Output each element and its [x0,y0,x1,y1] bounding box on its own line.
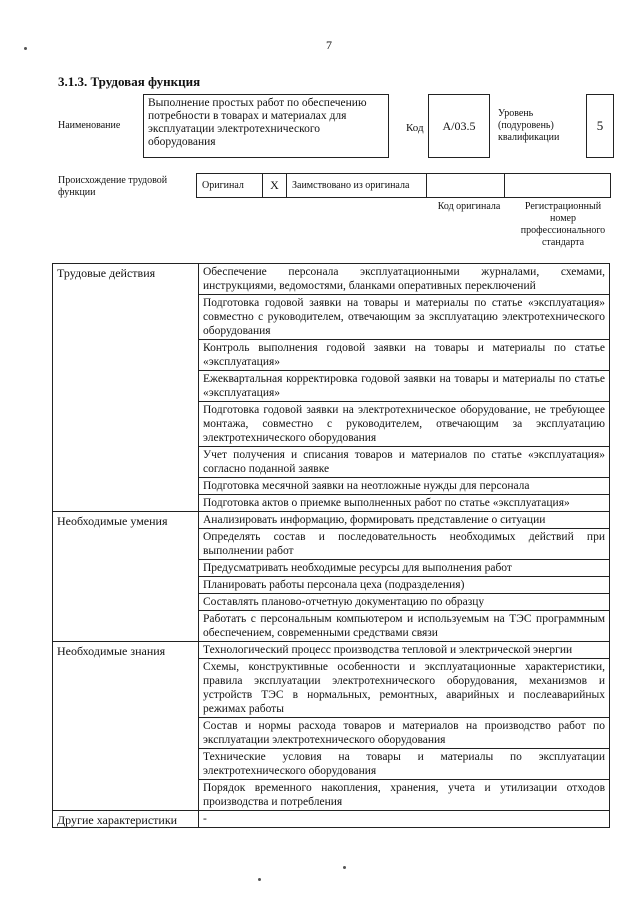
level-box [586,94,614,158]
original-label: Оригинал [197,174,263,198]
function-name-value: Выполнение простых работ по обеспечению потребности в товарах и материалах для эксплуатации электротехнического оборудования [148,97,367,148]
name-label: Наименование [58,120,121,131]
section-item-cell: Определять состав и последовательность необходимых действий при выполнении работ [199,529,610,560]
table-row [53,642,610,659]
section-title: 3.1.3. Трудовая функция [58,74,201,89]
section-item-cell: - [199,811,610,828]
section-item-cell: Подготовка актов о приемке выполненных работ по статье «эксплуатация» [199,495,610,512]
table-row [53,811,610,828]
section-title-cell: Другие характеристики [53,811,199,828]
section-item-cell: Технические условия на товары и материалы по эксплуатации электротехнического оборудования [199,749,610,780]
function-name-box [143,94,389,158]
section-title-cell: Необходимые знания [53,642,199,811]
code-box [428,94,490,158]
section-item-cell: Анализировать информацию, формировать представление о ситуации [199,512,610,529]
scan-speck [343,866,346,869]
section-item-cell: Составлять планово-отчетную документацию по образцу [199,594,610,611]
registration-number-cell [505,174,611,198]
section-item-cell: Планировать работы персонала цеха (подразделения) [199,577,610,594]
origin-label: Происхождение трудовой функции [58,175,168,198]
scan-speck [258,878,261,881]
code-value: A/03.5 [442,118,476,133]
table-row [53,512,610,529]
registration-number-caption: Регистрационный номер профессионального стандарта [520,201,606,248]
original-code-cell [427,174,505,198]
borrowed-label: Заимствовано из оригинала [287,174,427,198]
code-original-caption: Код оригинала [437,201,501,212]
table-row [53,264,610,295]
original-mark: X [263,174,287,198]
section-title-cell: Трудовые действия [53,264,199,512]
section-item-cell: Контроль выполнения годовой заявки на товары и материалы по статье «эксплуатация» [199,340,610,371]
origin-table [196,173,611,198]
section-item-cell: Обеспечение персонала эксплуатационными журналами, схемами, инструкциями, ведомостями, бланками оперативных переключений [199,264,610,295]
function-details-body [53,264,610,828]
page-number: 7 [326,38,332,52]
level-value: 5 [596,118,604,133]
section-item-cell: Предусматривать необходимые ресурсы для выполнения работ [199,560,610,577]
section-item-cell: Схемы, конструктивные особенности и эксплуатационные характеристики, правила эксплуатации электротехнического оборудования, механизмов и устройств ТЭС в нормальных, ремонтных, аварийных и послеаварийных режимах работы [199,659,610,718]
section-title-cell: Необходимые умения [53,512,199,642]
section-item-cell: Работать с персональным компьютером и используемым на ТЭС программным обеспечением, современными средствами связи [199,611,610,642]
section-item-cell: Порядок временного накопления, хранения, учета и утилизации отходов производства и потребления [199,780,610,811]
section-item-cell: Учет получения и списания товаров и материалов по статье «эксплуатация» согласно поданной заявке [199,447,610,478]
code-label: Код [406,122,424,134]
section-item-cell: Технологический процесс производства тепловой и электрической энергии [199,642,610,659]
section-item-cell: Подготовка годовой заявки на товары и материалы по статье «эксплуатация» совместно с руководителем, отвечающим за эксплуатацию электротехнического оборудования [199,295,610,340]
level-label: Уровень (подуровень) квалификации [498,108,560,143]
scan-speck [24,47,27,50]
section-item-cell: Состав и нормы расхода товаров и материалов на производство работ по эксплуатации электротехнического оборудования [199,718,610,749]
section-item-cell: Ежеквартальная корректировка годовой заявки на товары и материалы по статье «эксплуатация» [199,371,610,402]
function-details-table [52,263,610,828]
section-item-cell: Подготовка месячной заявки на неотложные нужды для персонала [199,478,610,495]
section-item-cell: Подготовка годовой заявки на электротехническое оборудование, не требующее монтажа, совместно с руководителем, отвечающим за эксплуатацию электротехнического оборудования [199,402,610,447]
